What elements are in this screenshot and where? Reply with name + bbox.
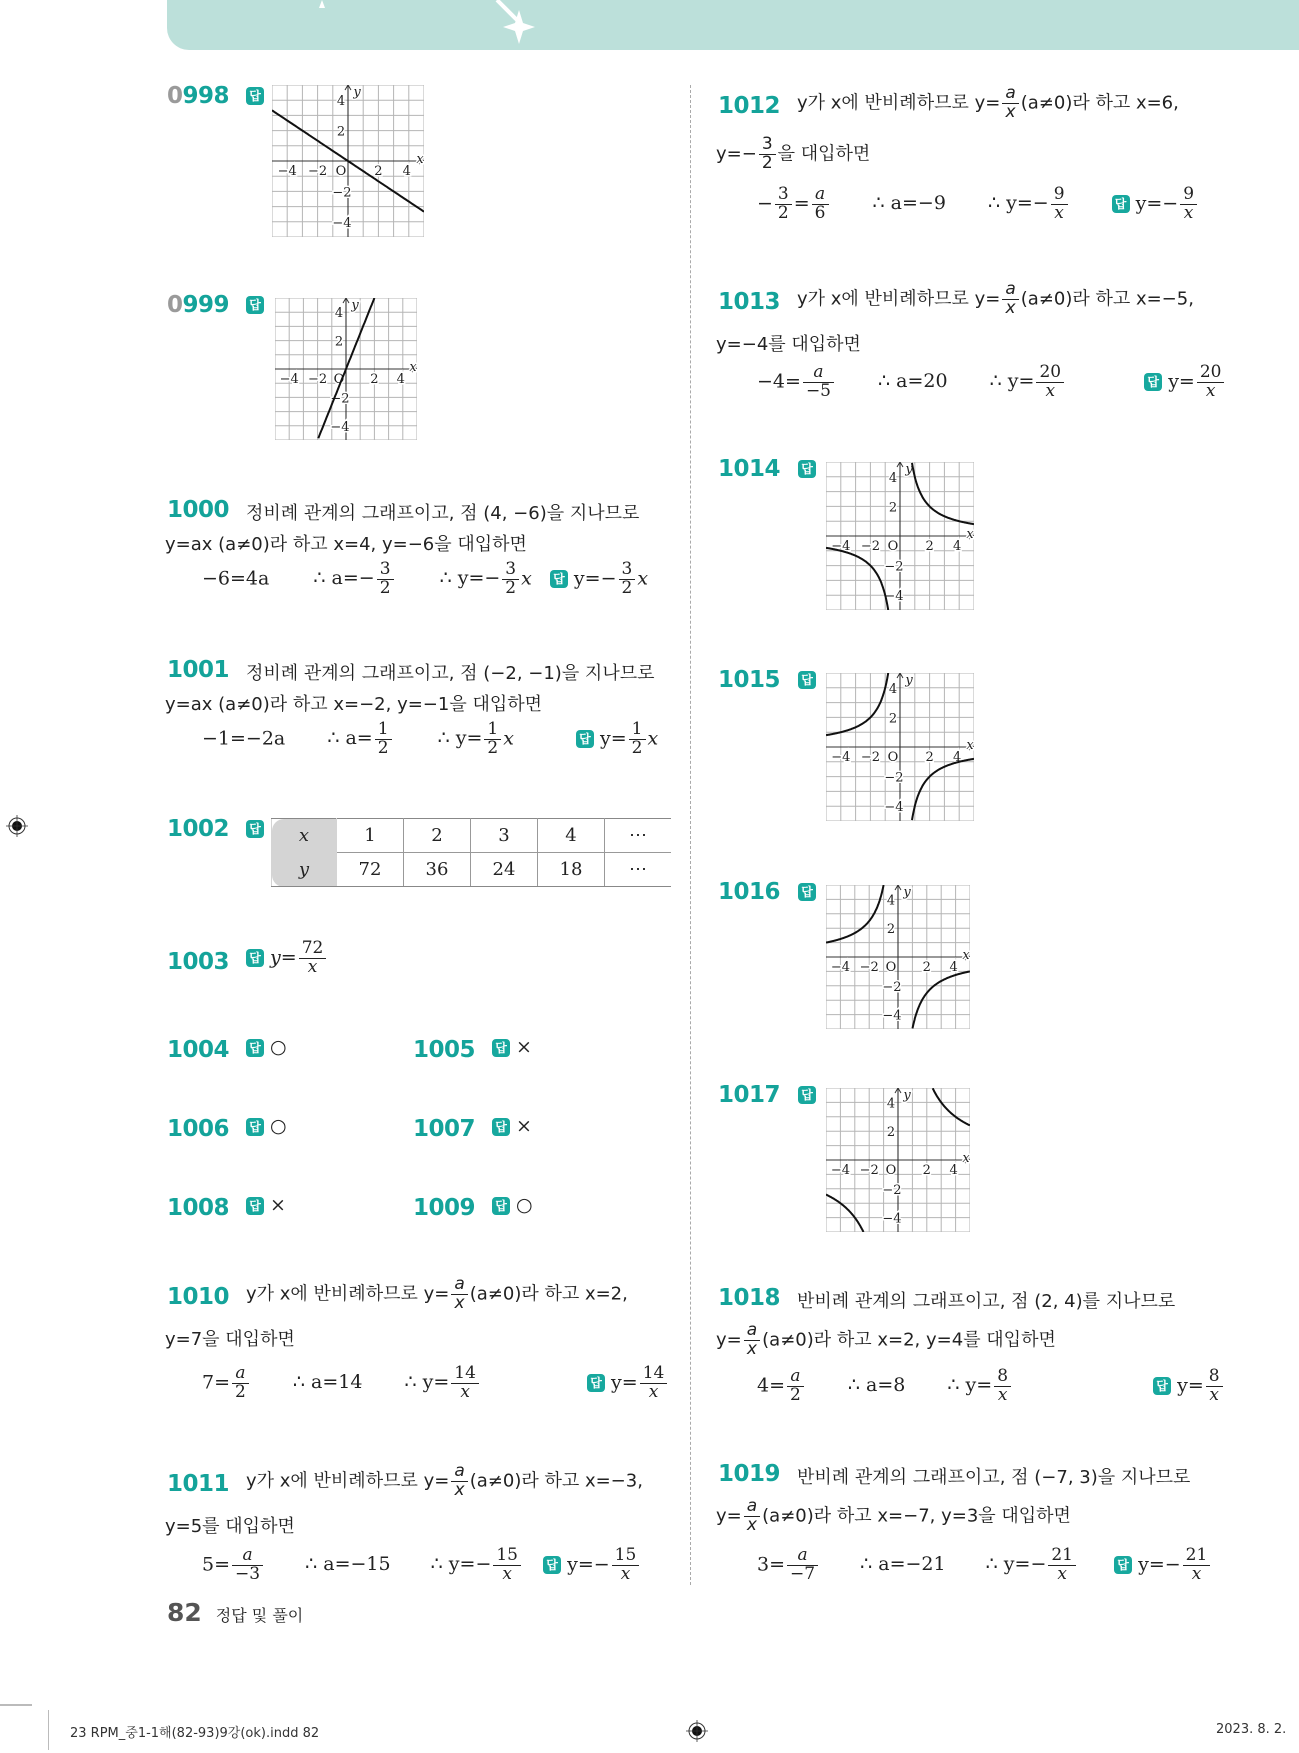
final-answer: y=: [600, 727, 627, 750]
svg-text:4: 4: [888, 681, 898, 697]
svg-text:4: 4: [334, 306, 344, 322]
svg-text:x: x: [962, 1151, 970, 1166]
solution-text: y= $\frac{a}{x}$ (a≠0)라 하고 x=−7, y=3을 대입하면: [716, 1496, 1071, 1535]
graph-0999: [275, 298, 417, 440]
final-answer: 답 ×: [492, 1115, 532, 1137]
solution-text: y가 x에 반비례하므로 y= $\frac{a}{x}$ (a≠0)라 하고 x=−3,: [246, 1461, 643, 1500]
problem-number-1015: 1015: [718, 667, 781, 693]
final-answer: 답 ○: [246, 1036, 287, 1058]
header-band: [167, 0, 1299, 50]
final-answer: y=−: [573, 567, 617, 590]
final-answer: y=−: [1135, 192, 1179, 215]
problem-number-1009: 1009: [413, 1195, 476, 1221]
answer-badge-icon: 답: [798, 1086, 816, 1104]
svg-text:x: x: [416, 152, 424, 167]
svg-text:−4: −4: [330, 419, 350, 435]
answer-badge-icon: 답: [1112, 195, 1130, 213]
svg-text:4: 4: [949, 960, 958, 975]
svg-text:4: 4: [888, 470, 898, 486]
answer-badge-icon: 답: [798, 883, 816, 901]
final-answer: 답 ○: [246, 1115, 287, 1137]
page-footer: [167, 1598, 303, 1627]
solution-equation: 4= $\frac{a}{2}$ ∴ a=8 ∴ y= $\frac{8}{x}$ 답 y= $\frac{8}{x}$: [757, 1368, 1225, 1405]
column-divider: [690, 85, 691, 1585]
problem-number-1003: 1003: [167, 949, 230, 975]
svg-text:y: y: [903, 885, 911, 900]
svg-text:2: 2: [922, 1163, 931, 1178]
solution-text: y=5를 대입하면: [165, 1516, 295, 1537]
answer-badge-icon: 답: [246, 87, 264, 105]
problem-number-1007: 1007: [413, 1116, 476, 1142]
solution-text: y가 x에 반비례하므로 y= $\frac{a}{x}$ (a≠0)라 하고 x=−5,: [797, 279, 1194, 318]
svg-text:−2: −2: [860, 750, 880, 765]
solution-text: 반비례 관계의 그래프이고, 점 (2, 4)를 지나므로: [797, 1291, 1176, 1312]
print-date: 2023. 8. 2.: [1216, 1722, 1287, 1737]
problem-number-1000: 1000: [167, 497, 230, 523]
svg-text:x: x: [962, 948, 970, 963]
graph-1016: [826, 885, 970, 1029]
svg-text:−2: −2: [884, 559, 904, 575]
graph-0998: [272, 85, 424, 237]
graph-1015: [826, 673, 974, 821]
solution-text: y=ax (a≠0)라 하고 x=4, y=−6을 대입하면: [165, 534, 527, 555]
final-answer: 답 ○: [492, 1194, 533, 1216]
svg-text:2: 2: [370, 372, 379, 387]
svg-text:−2: −2: [308, 164, 328, 179]
solution-equation: 3= $\frac{a}{-7}$ ∴ a=−21 ∴ y=− $\frac{21}{x}$ 답 y=− $\frac{21}{x}$: [757, 1547, 1212, 1584]
answer-badge-icon: 답: [798, 671, 816, 689]
svg-text:−4: −4: [830, 1163, 850, 1178]
answer-badge-icon: 답: [246, 949, 264, 967]
problem-number-0999: 0999: [167, 292, 230, 318]
solution-text: y=−4를 대입하면: [716, 334, 861, 355]
svg-text:−4: −4: [332, 215, 352, 231]
svg-text:−4: −4: [884, 589, 904, 605]
final-answer: 답 ×: [492, 1036, 532, 1058]
problem-number-1014: 1014: [718, 456, 781, 482]
problem-number-1018: 1018: [718, 1285, 781, 1311]
svg-text:2: 2: [886, 1125, 896, 1141]
svg-text:2: 2: [888, 711, 898, 727]
svg-text:2: 2: [374, 164, 383, 179]
solution-text: y가 x에 반비례하므로 y= $\frac{a}{x}$ (a≠0)라 하고 x=2,: [246, 1274, 628, 1313]
svg-text:−4: −4: [830, 960, 850, 975]
print-file-name: 23 RPM_중1-1해(82-93)9강(ok).indd 82: [70, 1726, 320, 1741]
crop-mark: [0, 1704, 32, 1706]
svg-text:x: x: [409, 360, 417, 375]
answer-badge-icon: 답: [246, 296, 264, 314]
svg-text:4: 4: [402, 164, 411, 179]
solution-text: 반비례 관계의 그래프이고, 점 (−7, 3)을 지나므로: [797, 1467, 1191, 1488]
svg-text:4: 4: [886, 1096, 896, 1112]
final-answer: y=: [1177, 1374, 1204, 1397]
problem-number-1017: 1017: [718, 1082, 781, 1108]
svg-text:x: x: [966, 738, 974, 753]
svg-text:−4: −4: [279, 372, 299, 387]
svg-text:−4: −4: [831, 539, 851, 554]
svg-text:−2: −2: [859, 1163, 879, 1178]
svg-text:−2: −2: [330, 391, 350, 407]
svg-text:4: 4: [396, 372, 405, 387]
final-answer: y=−: [1138, 1553, 1181, 1576]
svg-text:x: x: [966, 527, 974, 542]
problem-number-1002: 1002: [167, 816, 230, 842]
svg-text:y: y: [353, 85, 361, 100]
svg-text:2: 2: [888, 500, 898, 516]
registration-mark-icon: [686, 1720, 708, 1742]
solution-text: y=ax (a≠0)라 하고 x=−2, y=−1을 대입하면: [165, 694, 542, 715]
svg-text:y: y: [905, 462, 913, 477]
problem-number-1013: 1013: [718, 289, 781, 315]
problem-number-1006: 1006: [167, 1116, 230, 1142]
answer-table: [271, 818, 671, 887]
answer-badge-icon: 답: [587, 1374, 605, 1392]
answer-badge-icon: 답: [576, 730, 594, 748]
svg-text:4: 4: [336, 94, 346, 110]
answer-badge-icon: 답: [798, 460, 816, 478]
final-answer: y=: [611, 1371, 638, 1394]
svg-text:−2: −2: [308, 372, 328, 387]
table-row-x: x 1 2 3 4 ⋯: [272, 819, 672, 853]
svg-text:O: O: [885, 960, 897, 975]
svg-text:y: y: [351, 298, 359, 313]
solution-text: 정비례 관계의 그래프이고, 점 (−2, −1)을 지나므로: [246, 663, 655, 684]
answer-badge-icon: 답: [1153, 1377, 1171, 1395]
svg-text:−4: −4: [277, 164, 297, 179]
answer-badge-icon: 답: [1114, 1556, 1132, 1574]
table-row-y: y 72 36 24 18 ⋯: [272, 853, 672, 887]
solution-equation: −6=4a ∴ a=− $\frac{3}{2}$ ∴ y=− $\frac{3}{2}$ x 답 y=− $\frac{3}{2}$ x: [202, 559, 649, 598]
problem-number-1008: 1008: [167, 1195, 230, 1221]
final-answer: y=: [1168, 370, 1195, 393]
final-answer: 답 y= $\frac{72}{x}$: [246, 940, 328, 977]
svg-text:2: 2: [922, 960, 931, 975]
svg-text:2: 2: [334, 334, 344, 350]
svg-text:O: O: [333, 372, 345, 387]
svg-text:−4: −4: [831, 750, 851, 765]
svg-text:O: O: [887, 750, 899, 765]
problem-number-1001: 1001: [167, 657, 230, 683]
svg-text:O: O: [887, 539, 899, 554]
problem-number-1005: 1005: [413, 1037, 476, 1063]
problem-number-1012: 1012: [718, 93, 781, 119]
svg-text:−2: −2: [859, 960, 879, 975]
problem-number-1010: 1010: [167, 1284, 230, 1310]
answer-badge-icon: 답: [543, 1556, 561, 1574]
solution-text: y=7을 대입하면: [165, 1329, 295, 1350]
solution-equation: −1=−2a ∴ a= $\frac{1}{2}$ ∴ y= $\frac{1}{2}$ x 답 y= $\frac{1}{2}$ x: [202, 719, 659, 758]
final-answer: 답 ×: [246, 1194, 286, 1216]
problem-number-1019: 1019: [718, 1461, 781, 1487]
svg-text:−2: −2: [884, 770, 904, 786]
solution-equation: 5= $\frac{a}{-3}$ ∴ a=−15 ∴ y=− $\frac{15}{x}$ 답 y=− $\frac{15}{x}$: [202, 1547, 641, 1584]
registration-mark-icon: [6, 815, 28, 837]
answer-badge-icon: 답: [1144, 373, 1162, 391]
svg-text:y: y: [905, 673, 913, 688]
svg-text:2: 2: [925, 750, 934, 765]
svg-text:4: 4: [886, 893, 896, 909]
solution-equation: 7= $\frac{a}{2}$ ∴ a=14 ∴ y= $\frac{14}{x}$ 답 y= $\frac{14}{x}$: [202, 1365, 669, 1402]
solution-equation: −4= $\frac{a}{-5}$ ∴ a=20 ∴ y= $\frac{20}{x}$ 답 y= $\frac{20}{x}$: [757, 364, 1226, 401]
svg-text:2: 2: [886, 922, 896, 938]
svg-text:y: y: [903, 1088, 911, 1103]
section-title: 정답 및 풀이: [215, 1606, 304, 1625]
svg-text:4: 4: [953, 750, 962, 765]
solution-text: y=− $\frac{3}{2}$ 을 대입하면: [716, 134, 871, 173]
graph-1017: [826, 1088, 970, 1232]
svg-text:−2: −2: [882, 1182, 902, 1198]
svg-text:2: 2: [925, 539, 934, 554]
svg-text:−4: −4: [884, 800, 904, 816]
svg-text:O: O: [885, 1163, 897, 1178]
constellation-decoration-icon: [167, 0, 767, 50]
final-answer: y=−: [567, 1553, 610, 1576]
svg-text:−4: −4: [882, 1211, 902, 1227]
solution-equation: − $\frac{3}{2}$ = $\frac{a}{6}$ ∴ a=−9 ∴ y=− $\frac{9}{x}$ 답 y=− $\frac{9}{x}$: [757, 186, 1199, 223]
svg-text:O: O: [335, 164, 347, 179]
answer-badge-icon: 답: [550, 570, 568, 588]
svg-text:2: 2: [336, 124, 346, 140]
svg-text:−2: −2: [882, 979, 902, 995]
answer-badge-icon: 답: [246, 820, 264, 838]
problem-number-1004: 1004: [167, 1037, 230, 1063]
graph-1014: [826, 462, 974, 610]
crop-mark: [48, 1710, 49, 1750]
problem-number-1011: 1011: [167, 1471, 230, 1497]
problem-number-1016: 1016: [718, 879, 781, 905]
solution-text: y가 x에 반비례하므로 y= $\frac{a}{x}$ (a≠0)라 하고 x=6,: [797, 83, 1179, 122]
svg-text:4: 4: [949, 1163, 958, 1178]
svg-text:4: 4: [953, 539, 962, 554]
solution-text: 정비례 관계의 그래프이고, 점 (4, −6)을 지나므로: [246, 503, 640, 524]
svg-text:−2: −2: [332, 185, 352, 201]
problem-number-0998: 0998: [167, 83, 230, 109]
svg-text:−2: −2: [860, 539, 880, 554]
svg-text:−4: −4: [882, 1008, 902, 1024]
page-number: 82: [167, 1598, 202, 1627]
solution-text: y= $\frac{a}{x}$ (a≠0)라 하고 x=2, y=4를 대입하면: [716, 1320, 1056, 1359]
